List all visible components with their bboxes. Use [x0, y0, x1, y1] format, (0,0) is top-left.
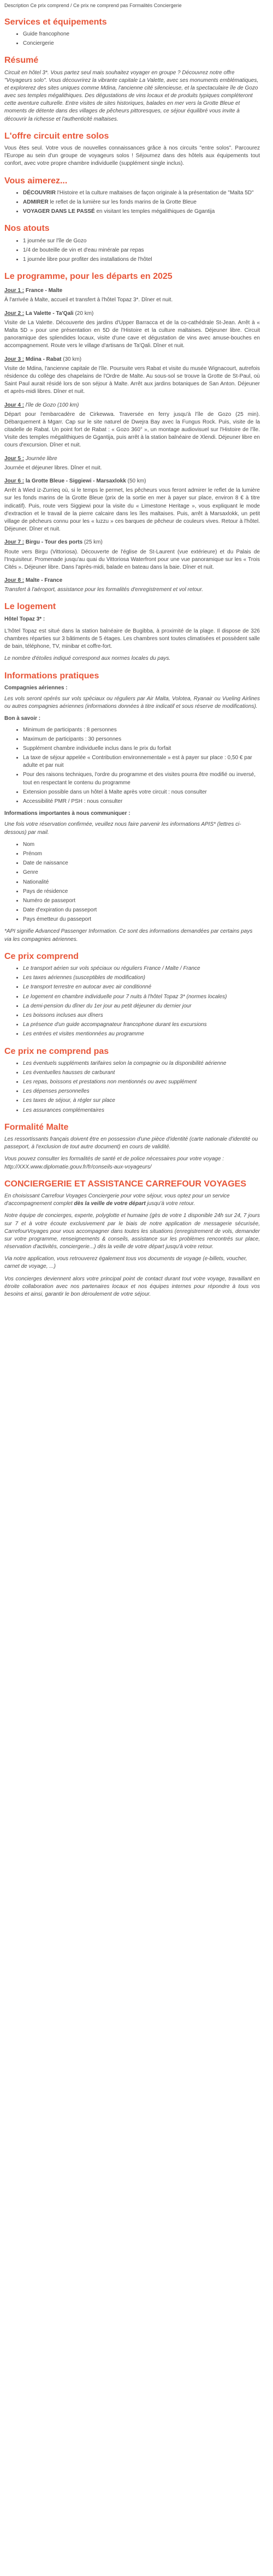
resume-title: Résumé [4, 56, 39, 65]
programme-title: Le programme, pour les départs en 2025 [4, 272, 173, 282]
list-item: • Les dépenses personnelles [23, 1088, 260, 1095]
day-title: Mdina - Rabat [24, 356, 62, 362]
atouts-list [4, 237, 260, 264]
list-item: • Les boissons incluses aux dîners [23, 1012, 260, 1019]
day-1 [4, 287, 260, 304]
list-item: • Genre [23, 869, 260, 876]
day-label: Jour 6 : [4, 478, 25, 485]
list-item: • Les assurances complémentaires [23, 1107, 260, 1114]
day-text: Départ pour l'embarcadère de Cirkewwa. Traversée en ferry jusqu'à l'île de Gozo (25 min). Débarquement à Mgarr. Cap sur le site naturel de Dwejra Bay avec la Fungus Rock. Puis, visite de la citadelle de Rabat. Un point fort de Rabat : « Gozo 360° », un montage audiovisuel sur l'Histoire de l'île. Visite des temples mégalithiques de Ggantija, puis arrêt à la station balnéaire de Xlendi. Déjeuner libre en cours d'excursion. Dîner et nuit. [4, 411, 260, 449]
conciergerie-contact: Vos concierges deviennent alors votre principal point de contact durant tout votre voyage, travaillant en étroite collaboration avec nos partenaires locaux et nos équipes internes pour répondre à tous vos besoins et ainsi, garantir le bon déroulement de votre séjour. [4, 1275, 260, 1298]
good-to-know-list [4, 726, 260, 806]
day-text: Transfert à l'aéroport, assistance pour les formalités d'enregistrement et vol retour. [4, 587, 203, 593]
day-text: Visite de Mdina, l'ancienne capitale de l'île. Poursuite vers Rabat et visite du musée Wignacourt, autrefois résidence du collège des chapelains de l'Ordre de Malte. Au sous-sol se trouve la Grotte de St-Paul, où Saint Paul aurait résidé lors de son séjour à Malte. Arrêt aux jardins botaniques de San Anton. Déjeuner et après-midi libres. Dîner et nuit. [4, 365, 260, 395]
day-distance: (25 km) [82, 539, 103, 546]
infos-title: Informations pratiques [4, 671, 99, 681]
list-item: • Les repas, boissons et prestations non mentionnés ou avec supplément [23, 1078, 260, 1086]
day-title: l'île de Gozo [24, 402, 56, 408]
list-item: • Pays de résidence [23, 888, 260, 896]
list-item: • Le transport terrestre en autocar avec air conditionné [23, 983, 260, 991]
day-title: Journée libre [24, 455, 57, 462]
day-label: Jour 5 : [4, 455, 25, 462]
formalite-text: Les ressortissants français doivent être en possession d'une pièce d'identité (carte nationale d'identité ou passeport, à l'exclusion de tout autre document) en cours de validité. [4, 1136, 258, 1150]
services-list [4, 31, 260, 47]
day-text: Arrêt à Wied iz-Zurrieq où, si le temps le permet, les pêcheurs vous feront admirer le reflet de la lumière sur les fonds marins de la Grotte Bleue (prix de la sortie en mer à payer sur place, environ 8 € à titre indicatif). Puis, route vers Siggiewi pour la visite du « Limestone Heritage », vous expliquant le mode d'extraction et le travail de la pierre calcaire dans les îles maltaises. Puis, arrêt à Marsaxlokk, un petit village de pêcheurs connu pour les « luzzu » ces barques de pêcheur de couleurs vives. Retour à l'hôtel. Déjeuner. Dîner et nuit. [4, 487, 260, 533]
day-label: Jour 4 : [4, 402, 25, 408]
list-item [23, 189, 260, 197]
list-item: • Les entrées et visites mentionnées au programme [23, 1030, 260, 1038]
day-distance: (30 km) [61, 356, 82, 362]
list-item: • Supplément chambre individuelle inclus dans le prix du forfait [23, 745, 260, 753]
day-title: France - Malte [24, 288, 63, 294]
list-item: • Numéro de passeport [23, 897, 260, 905]
important-info-text: Une fois votre réservation confirmée, veuillez nous faire parvenir les informations APIS* (lettres ci-dessous) par mail. [4, 821, 241, 836]
comprend-title: Ce prix comprend [4, 951, 79, 961]
day-label: Jour 8 : [4, 577, 25, 584]
list-item: • Le transport aérien sur vols spéciaux ou réguliers France / Malte / France [23, 965, 260, 973]
list-item: • La présence d'un guide accompagnateur francophone durant les excursions [23, 1021, 260, 1029]
list-item: • Le logement en chambre individuelle pour 7 nuits à l'hôtel Topaz 3* (normes locales) [23, 993, 260, 1001]
conciergerie-emphasis: dès la veille de votre départ [74, 1201, 146, 1207]
apis-note: *API signifie Advanced Passenger Information. Ce sont des informations demandées par certains pays via les compagnies aériennes. [4, 928, 253, 943]
list-item: • 1 journée sur l'île de Gozo [23, 237, 260, 245]
apis-list [4, 841, 260, 924]
stars-note: Le nombre d'étoiles indiqué correspond aux normes locales du pays. [4, 655, 171, 662]
list-item: • Les taxes aériennes (susceptibles de modification) [23, 974, 260, 982]
day-5 [4, 455, 260, 472]
day-3 [4, 356, 260, 396]
item-bold: ADMIRER [23, 199, 49, 205]
intro-links: Description Ce prix comprend / Ce prix ne comprend pas Formalités Conciergerie [4, 3, 182, 8]
conciergerie-intro [4, 1192, 260, 1208]
day-title: la Grotte Bleue - Siggiewi - Marsaxlokk [24, 478, 126, 485]
list-item: • Date d'expiration du passeport [23, 907, 260, 914]
list-item: • Extension possible dans un hôtel à Malte après votre circuit : nous consulter [23, 789, 260, 796]
resume-text: Circuit en hôtel 3*. Vous partez seul mais souhaitez voyager en groupe ? Découvrez notre offre "Voyageurs solo". Vous découvrirez la vibrante capitale La Valette, avec ses monuments emblématiques, et explorerez des sites uniques comme Mdina, l'ancienne cité silencieuse, et la spectaculaire île de Gozo avec ses temples mégalithiques. Des dégustations de vins locaux et de produits typiques compléteront cette aventure culturelle. Entre visites de sites historiques, balades en mer vers la Grotte Bleue et moments de détente dans des villages de pêcheurs pittoresques, ce séjour équilibré vous invite à découvrir la richesse et l'authenticité maltaises. [4, 69, 259, 122]
day-4 [4, 402, 260, 450]
hotel-description: L'hôtel Topaz est situé dans la station balnéaire de Bugibba, à proximité de la plage. Il dispose de 326 chambres réparties sur 3 bâtiments de 5 étages. Les chambres sont toutes climatisées et possèdent salle de bain, téléphone, TV, minibar et coffre-fort. [4, 628, 260, 650]
list-item: • Date de naissance [23, 860, 260, 867]
airlines-text: Les vols seront opérés sur vols spéciaux ou réguliers par Air Malta, Volotea, Ryanair ou Vueling Airlines ou autres compagnies aériennes (informations données à titre indicatif et sous réserve de modifications). [4, 695, 260, 710]
day-label: Jour 3 : [4, 356, 25, 362]
day-8 [4, 577, 260, 594]
list-item: • Prénom [23, 850, 260, 858]
list-item: • Conciergerie [23, 40, 260, 47]
day-title: Malte - France [24, 577, 63, 584]
logement-title: Le logement [4, 602, 56, 612]
airlines-heading: Compagnies aériennes : [4, 684, 68, 691]
list-item: • Nationalité [23, 879, 260, 886]
list-item: • La demi-pension du dîner du 1er jour au petit déjeuner du dernier jour [23, 1003, 260, 1010]
list-item: • 1/4 de bouteille de vin et d'eau minérale par repas [23, 247, 260, 254]
atouts-title: Nos atouts [4, 224, 50, 234]
list-item: • Maximum de participants : 30 personnes [23, 736, 260, 743]
day-text: Visite de La Valette. Découverte des jardins d'Upper Barracca et de la co-cathédrale St-Jean. Arrêt à « Malta 5D » pour une présentation en 5D de l'Histoire et la culture maltaises. Déjeuner libre. Circuit panoramique des splendides locaux, visite d'une cave et dégustation de vins avec amuse-bouches en accompagnement. Route vers le village d'artisans de Ta'Qali. Dîner et nuit. [4, 319, 260, 349]
item-text: le reflet de la lumière sur les fonds marins de la Grotte Bleue [48, 199, 197, 205]
offre-title: L'offre circuit entre solos [4, 131, 109, 141]
list-item: • Les éventuels suppléments tarifaires selon la compagnie ou la disponibilité aérienne [23, 1060, 260, 1068]
aimerez-title: Vous aimerez... [4, 176, 68, 186]
day-distance: (50 km) [126, 478, 146, 485]
day-label: Jour 7 : [4, 539, 25, 546]
day-text: Route vers Birgu (Vittoriosa). Découverte de l'église de St-Laurent (vue extérieure) et du Palais de l'Inquisiteur. Promenade jusqu'au quai du Vittoriosa Waterfront pour une vue panoramique sur les « Trois Cités ». Déjeuner libre. Dans l'après-midi, balade en bateau dans la baie. Dîner et nuit. [4, 548, 260, 570]
list-item: • Les taxes de séjour, à régler sur place [23, 1097, 260, 1105]
item-text: en visitant les temples mégalithiques de Ggantija [94, 208, 215, 215]
formalite-title: Formalité Malte [4, 1122, 69, 1132]
day-title: La Valette - Ta'Qali [24, 310, 74, 317]
comprend-pas-list [4, 1060, 260, 1114]
hotel-name: Hôtel Topaz 3* : [4, 616, 45, 622]
day-2 [4, 310, 260, 350]
formalite-link-text: Vous pouvez consulter les formalités de santé et de police nécessaires pour votre voyage : http://XXX.www.diplomatie.gouv.fr/fr/conseils-aux-voyageurs/ [4, 1156, 224, 1170]
list-item: • Nom [23, 841, 260, 849]
important-info-heading: Informations importantes à nous communiquer : [4, 810, 130, 817]
day-distance: (100 km) [56, 402, 79, 408]
day-title: Birgu - Tour des ports [24, 539, 83, 546]
comprend-pas-title: Ce prix ne comprend pas [4, 1046, 109, 1056]
day-7 [4, 539, 260, 571]
conciergerie-team: Notre équipe de concierges, experte, polyglotte et humaine (gès de votre 1 disponible 24h sur 24, 7 jours sur 7 et à votre écoute exclusivement par le biais de notre application de messagerie sécurisée, CarrefourVoyages pour vous accompagner dans toutes les situations (enregistrement de vols, demander sur votre programme, renseignements & conseils, assistance sur les problèmes rencontrés sur place, réservation d'activités, conciergerie...) dès la veille de votre départ jusqu'à votre retour. [4, 1213, 260, 1250]
services-title: Services et équipements [4, 17, 107, 27]
offre-text: Vous êtes seul. Votre vous de nouvelles connaissances grâce à nos circuits "entre solos". Parcourez l'Europe au sein d'un groupe de voyageurs solos ! Séjournez dans des hôtels aux équipements tout confort, avec votre propre chambre individuelle (supplément single inclus). [4, 145, 260, 167]
day-label: Jour 2 : [4, 310, 25, 317]
item-bold: DÉCOUVRIR [23, 189, 56, 196]
list-item: • Pour des raisons techniques, l'ordre du programme et des visites pourra être modifié ou inversé, tout en respectant le contenu du programme [23, 771, 260, 786]
day-distance: (20 km) [73, 310, 94, 317]
list-item: • 1 journée libre pour profiter des installations de l'hôtel [23, 256, 260, 264]
item-text: l'Histoire et la culture maltaises de façon originale à la présentation de "Malta 5D" [56, 189, 254, 196]
day-label: Jour 1 : [4, 288, 25, 294]
page [0, 2, 264, 1311]
item-bold: VOYAGER DANS LE PASSÉ [23, 208, 95, 215]
list-item: • La taxe de séjour appelée « Contribution environnementale » est à payer sur place : 0,50 € par adulte et par nuit [23, 754, 260, 770]
list-item: • Pays émetteur du passeport [23, 916, 260, 923]
list-item [23, 208, 260, 216]
list-item [23, 199, 260, 206]
conciergerie-docs: Via notre application, vous retrouverez également tous vos documents de voyage (e-billets, voucher, carnet de voyage, ...) [4, 1256, 247, 1270]
comprend-list [4, 965, 260, 1039]
day-6 [4, 478, 260, 533]
day-text: Journée et déjeuner libres. Dîner et nuit. [4, 464, 102, 471]
day-text: À l'arrivée à Malte, accueil et transfert à l'hôtel Topaz 3*. Dîner et nuit. [4, 297, 173, 303]
conciergerie-intro-text: En choisissant Carrefour Voyages Conciergerie pour votre séjour, vous optez pour un service d'accompagnement complet dès la veille de votre départ jusqu'à votre retour. [4, 1192, 230, 1207]
good-to-know-heading: Bon à savoir : [4, 715, 41, 722]
list-item: • Accessibilité PMR / PSH : nous consulter [23, 798, 260, 806]
list-item: • Guide francophone [23, 31, 260, 38]
list-item: • Les éventuelles hausses de carburant [23, 1069, 260, 1077]
aimerez-list [4, 189, 260, 216]
conciergerie-title: CONCIERGERIE ET ASSISTANCE CARREFOUR VOYAGES [4, 1179, 247, 1189]
list-item: • Minimum de participants : 8 personnes [23, 726, 260, 734]
